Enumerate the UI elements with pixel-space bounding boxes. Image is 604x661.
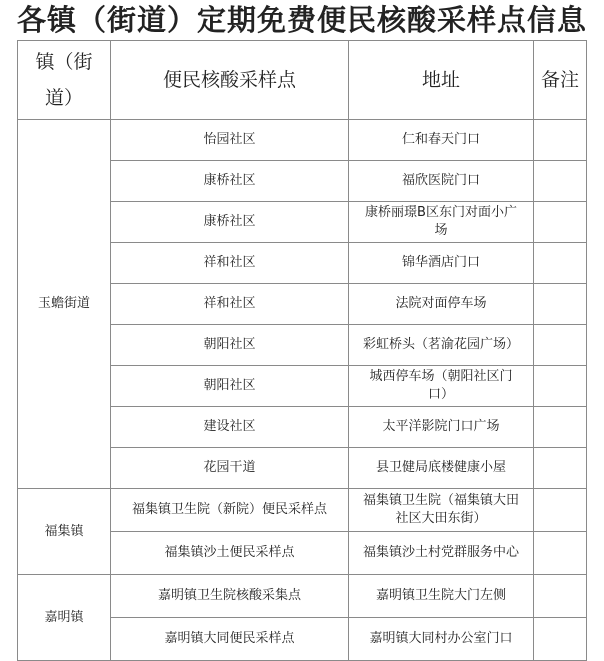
site-cell: 康桥社区 bbox=[111, 202, 349, 243]
note-cell bbox=[534, 448, 587, 489]
town-cell: 福集镇 bbox=[18, 489, 111, 575]
site-cell: 建设社区 bbox=[111, 407, 349, 448]
address-cell: 城西停车场（朝阳社区门口） bbox=[349, 366, 534, 407]
table-row bbox=[18, 489, 587, 532]
table-header-row bbox=[18, 41, 587, 120]
address-cell: 县卫健局底楼健康小屋 bbox=[349, 448, 534, 489]
site-cell: 祥和社区 bbox=[111, 243, 349, 284]
site-cell: 朝阳社区 bbox=[111, 325, 349, 366]
address-cell: 福欣医院门口 bbox=[349, 161, 534, 202]
address-cell: 仁和春天门口 bbox=[349, 120, 534, 161]
town-cell: 嘉明镇 bbox=[18, 575, 111, 661]
site-cell: 嘉明镇卫生院核酸采集点 bbox=[111, 575, 349, 618]
note-cell bbox=[534, 366, 587, 407]
address-cell: 嘉明镇卫生院大门左侧 bbox=[349, 575, 534, 618]
note-cell bbox=[534, 618, 587, 661]
note-cell bbox=[534, 575, 587, 618]
address-cell: 彩虹桥头（茗渝花园广场） bbox=[349, 325, 534, 366]
address-cell: 福集镇卫生院（福集镇大田社区大田东街） bbox=[349, 489, 534, 532]
address-cell: 康桥丽璟B区东门对面小广场 bbox=[349, 202, 534, 243]
site-cell: 福集镇卫生院（新院）便民采样点 bbox=[111, 489, 349, 532]
site-cell: 嘉明镇大同便民采样点 bbox=[111, 618, 349, 661]
address-cell: 嘉明镇大同村办公室门口 bbox=[349, 618, 534, 661]
note-cell bbox=[534, 161, 587, 202]
site-cell: 祥和社区 bbox=[111, 284, 349, 325]
address-cell: 太平洋影院门口广场 bbox=[349, 407, 534, 448]
table-row bbox=[18, 575, 587, 618]
header-address: 地址 bbox=[349, 41, 534, 120]
address-cell: 福集镇沙土村党群服务中心 bbox=[349, 532, 534, 575]
site-cell: 花园干道 bbox=[111, 448, 349, 489]
note-cell bbox=[534, 284, 587, 325]
note-cell bbox=[534, 407, 587, 448]
header-town: 镇（街道） bbox=[18, 41, 111, 120]
site-cell: 怡园社区 bbox=[111, 120, 349, 161]
town-cell: 玉蟾街道 bbox=[18, 120, 111, 489]
note-cell bbox=[534, 120, 587, 161]
note-cell bbox=[534, 202, 587, 243]
address-cell: 法院对面停车场 bbox=[349, 284, 534, 325]
site-cell: 朝阳社区 bbox=[111, 366, 349, 407]
table-row bbox=[18, 120, 587, 161]
note-cell bbox=[534, 532, 587, 575]
note-cell bbox=[534, 325, 587, 366]
sampling-sites-table bbox=[17, 40, 587, 661]
address-cell: 锦华酒店门口 bbox=[349, 243, 534, 284]
header-note: 备注 bbox=[534, 41, 587, 120]
page-title: 各镇（街道）定期免费便民核酸采样点信息 bbox=[16, 3, 587, 37]
site-cell: 福集镇沙土便民采样点 bbox=[111, 532, 349, 575]
note-cell bbox=[534, 489, 587, 532]
header-site: 便民核酸采样点 bbox=[111, 41, 349, 120]
note-cell bbox=[534, 243, 587, 284]
site-cell: 康桥社区 bbox=[111, 161, 349, 202]
